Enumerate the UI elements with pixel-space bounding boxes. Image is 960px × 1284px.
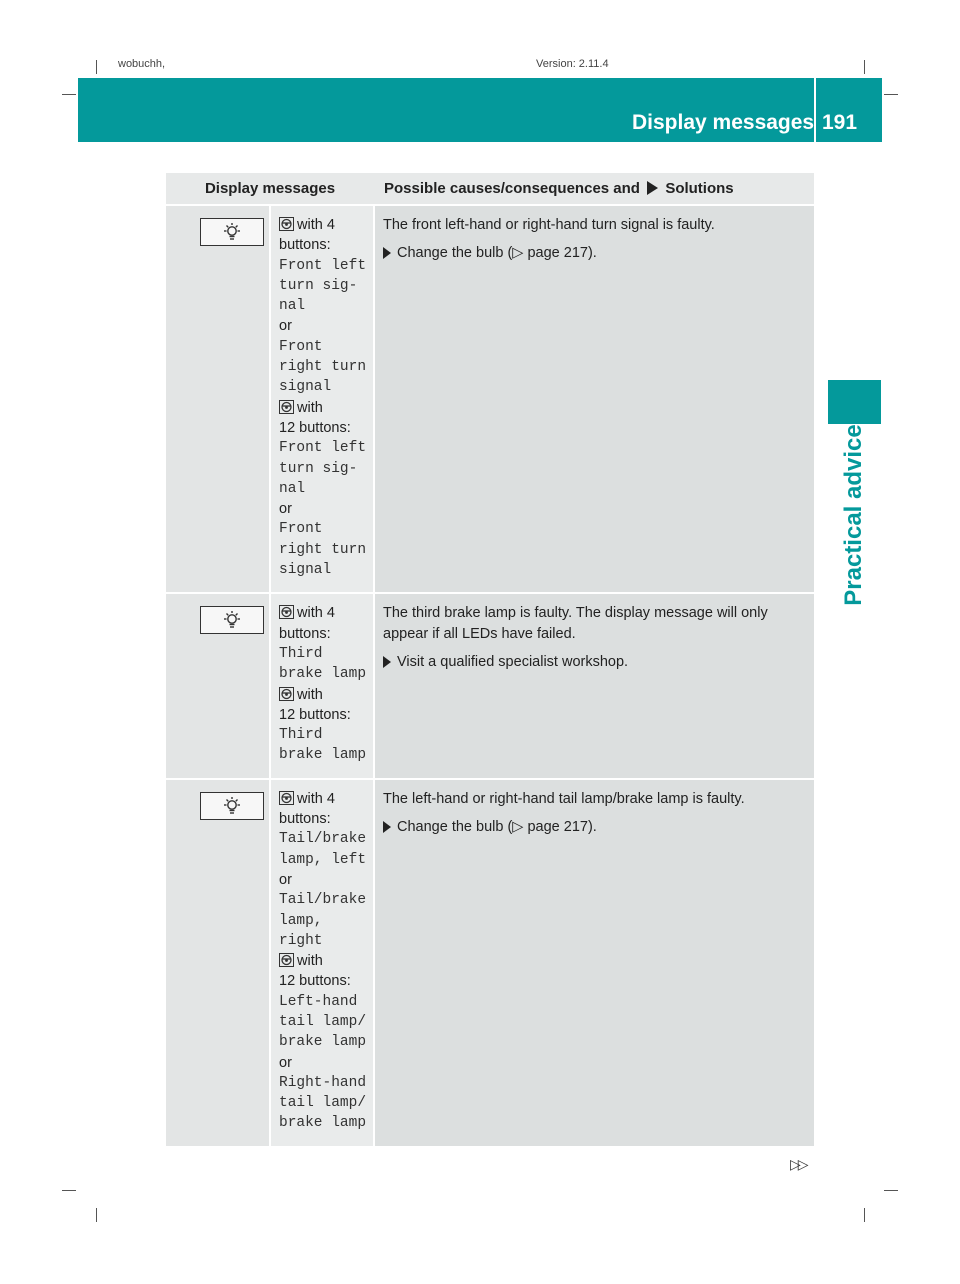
crop-mark [62,1190,76,1191]
message-text: or [279,318,292,335]
display-text: lamp, left [279,851,367,868]
chapter-tab [828,380,881,424]
display-message-cell [270,593,374,778]
table-row [166,593,814,778]
step-text: Change the bulb (▷ page 217). [397,819,597,836]
solution-step [383,652,804,672]
display-text: Front [279,521,323,538]
display-text: Front [279,338,323,355]
display-text: nal [279,298,306,315]
steering-wheel-icon [279,791,294,805]
display-text: signal [279,562,332,579]
crop-mark [864,1208,865,1222]
display-text: brake lamp [279,1115,367,1132]
steering-wheel-line [279,603,367,623]
cause-text: The front left-hand or right-hand turn signal is faulty. [383,217,715,233]
steering-wheel-line [279,215,367,235]
bulb-warning-icon [200,606,264,634]
display-text: right turn [279,359,367,376]
display-icon-cell [166,593,270,778]
message-text: or [279,1054,292,1071]
display-text: Front left [279,440,367,457]
version-label: Version: 2.11.4 [536,58,609,70]
table-row [166,205,814,593]
solution-cell [374,779,814,1147]
solution-step [383,817,804,837]
display-text: Right-hand [279,1074,367,1091]
arrow-step-icon [647,181,658,195]
col-header-solutions-label: Solutions [665,180,734,197]
display-text: Third [279,645,323,662]
display-text: lamp, [279,912,323,929]
continue-marker: ▷▷ [790,1156,806,1172]
display-text: Tail/brake [279,831,367,848]
steering-wheel-icon [279,953,294,967]
steering-wheel-line [279,685,367,705]
col-header-solutions [374,173,814,205]
display-text: nal [279,480,306,497]
crop-mark [96,1208,97,1222]
file-name: wobuchh, [118,58,166,70]
message-text: or [279,501,292,518]
display-text: brake lamp [279,666,367,683]
arrow-step-icon [383,247,391,259]
cause-text: The left-hand or right-hand tail lamp/brake lamp is faulty. [383,790,745,807]
steering-wheel-icon [279,217,294,231]
display-icon-cell [166,205,270,593]
bulb-warning-icon [200,218,264,246]
steering-wheel-icon [279,400,294,414]
display-message-cell [270,205,374,593]
message-text: with 4 [297,605,335,622]
message-text: 12 buttons: [279,419,351,436]
message-text: with [297,953,323,970]
table-row [166,779,814,1147]
col-header-causes: Possible causes/consequences and [384,180,640,197]
message-text: buttons: [279,237,331,254]
display-text: right turn [279,541,367,558]
message-text: with 4 [297,790,335,807]
message-text: buttons: [279,811,331,828]
chapter-label: Practical advice [840,424,867,606]
section-title: Display messages [632,111,815,134]
solution-cell [374,205,814,593]
display-icon-cell [166,779,270,1147]
display-messages-table [166,173,814,1148]
steering-wheel-icon [279,687,294,701]
display-text: brake lamp [279,747,367,764]
crop-mark [96,60,97,74]
display-text: signal [279,379,332,396]
steering-wheel-icon [279,605,294,619]
display-text: Third [279,727,323,744]
step-text: Change the bulb (▷ page 217). [397,245,597,262]
message-text: with [297,399,323,416]
display-text: tail lamp/ [279,1013,367,1030]
cause-text: The third brake lamp is faulty. The display message will only appear if all LEDs have failed. [383,605,768,642]
arrow-step-icon [383,656,391,668]
page-number: 191 [822,111,858,134]
steering-wheel-line [279,951,367,971]
bulb-warning-icon [200,792,264,820]
message-text: with [297,686,323,703]
display-text: Left-hand [279,993,358,1010]
steering-wheel-line [279,398,367,418]
display-text: turn sig- [279,277,358,294]
display-text: brake lamp [279,1034,367,1051]
crop-mark [864,60,865,74]
display-text: tail lamp/ [279,1095,367,1112]
message-text: with 4 [297,217,335,233]
crop-mark [62,94,76,95]
message-text: or [279,871,292,888]
display-text: turn sig- [279,460,358,477]
col-header-display-messages: Display messages [166,173,374,205]
step-text: Visit a qualified specialist workshop. [397,653,629,670]
display-text: Tail/brake [279,892,367,909]
crop-mark [884,94,898,95]
header-separator [814,78,816,142]
arrow-step-icon [383,821,391,833]
solution-cell [374,593,814,778]
steering-wheel-line [279,789,367,809]
message-text: 12 buttons: [279,973,351,990]
display-text: right [279,932,323,949]
solution-step [383,243,804,263]
table-header-row [166,173,814,205]
crop-mark [884,1190,898,1191]
display-message-cell [270,779,374,1147]
message-text: buttons: [279,625,331,642]
message-text: 12 buttons: [279,706,351,723]
display-text: Front left [279,257,367,274]
